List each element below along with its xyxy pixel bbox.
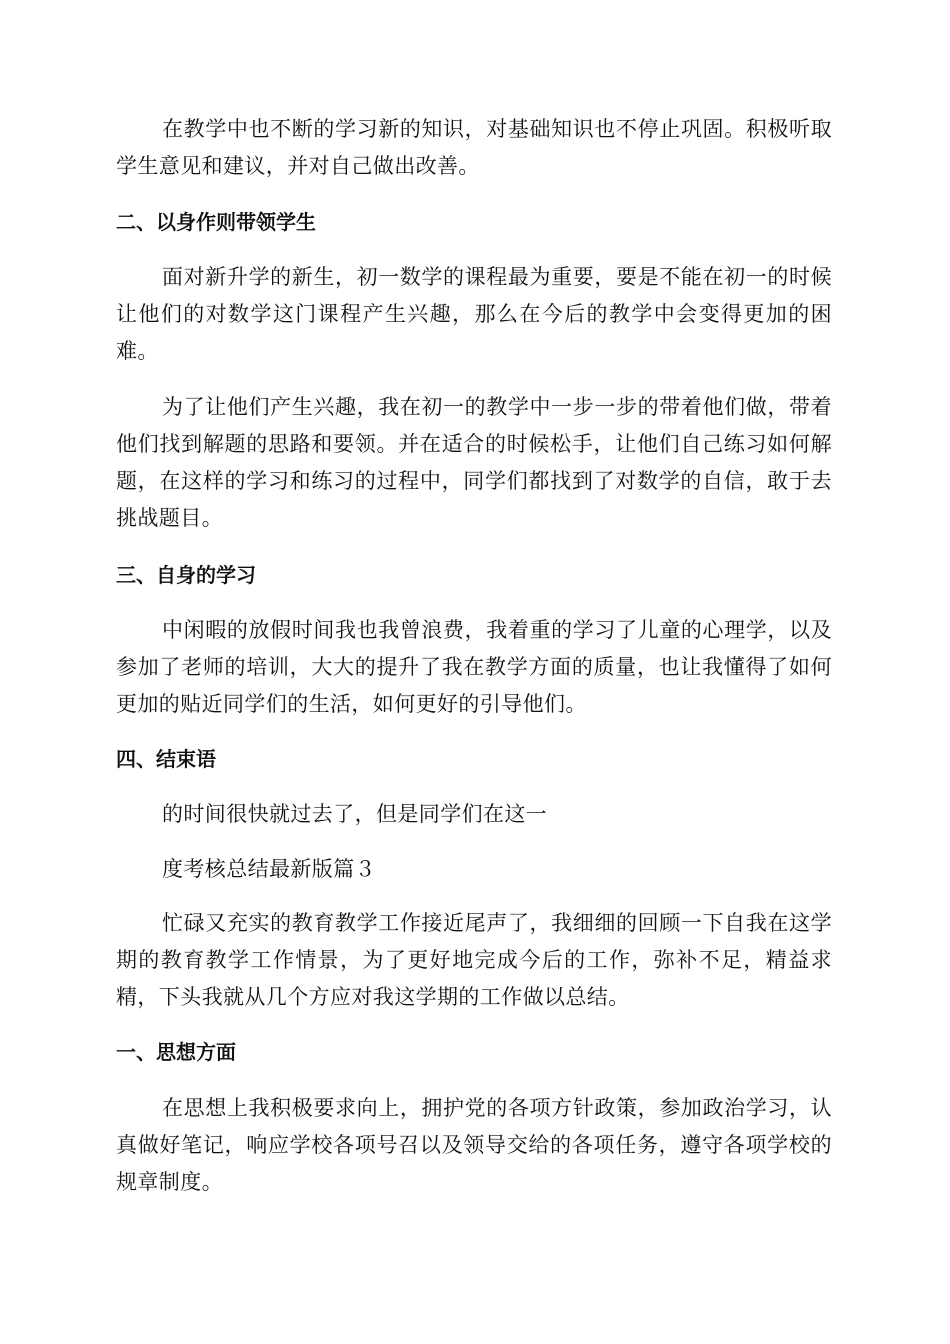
paragraph-ideology: 在思想上我积极要求向上，拥护党的各项方针政策，参加政治学习，认真做好笔记，响应学校各项号召以及领导交给的各项任务，遵守各项学校的规章制度。 [116,1096,832,1194]
paragraph-time-passed: 的时间很快就过去了，但是同学们在这一 [162,802,548,826]
paragraph-new-students: 面对新升学的新生，初一数学的课程最为重要，要是不能在初一的时候让他们的对数学这门课程产生兴趣，那么在今后的教学中会变得更加的困难。 [116,265,832,363]
heading-ideology: 一、思想方面 [116,1040,236,1064]
paragraph-semester-review: 忙碌又充实的教育教学工作接近尾声了，我细细的回顾一下自我在这学期的教育教学工作情景，为了更好地完成今后的工作，弥补不足，精益求精，下头我就从几个方应对我这学期的工作做以总结。 [116,911,832,1009]
paragraph-study-knowledge: 在教学中也不断的学习新的知识，对基础知识也不停止巩固。积极听取学生意见和建议，并对自己做出改善。 [116,117,832,178]
heading-self-study: 三、自身的学习 [116,563,256,587]
heading-lead-by-example: 二、以身作则带领学生 [116,210,316,234]
paragraph-build-interest: 为了让他们产生兴趣，我在初一的教学中一步一步的带着他们做，带着他们找到解题的思路和要领。并在适合的时候松手，让他们自己练习如何解题，在这样的学习和练习的过程中，同学们都找到了对数学的自信，敢于去挑战题目。 [116,395,832,530]
heading-conclusion: 四、结束语 [116,747,216,771]
paragraph-self-study: 中闲暇的放假时间我也我曾浪费，我着重的学习了儿童的心理学，以及参加了老师的培训，大大的提升了我在教学方面的质量，也让我懂得了如何更加的贴近同学们的生活，如何更好的引导他们。 [116,618,832,716]
paragraph-section-title: 度考核总结最新版篇３ [162,857,376,881]
